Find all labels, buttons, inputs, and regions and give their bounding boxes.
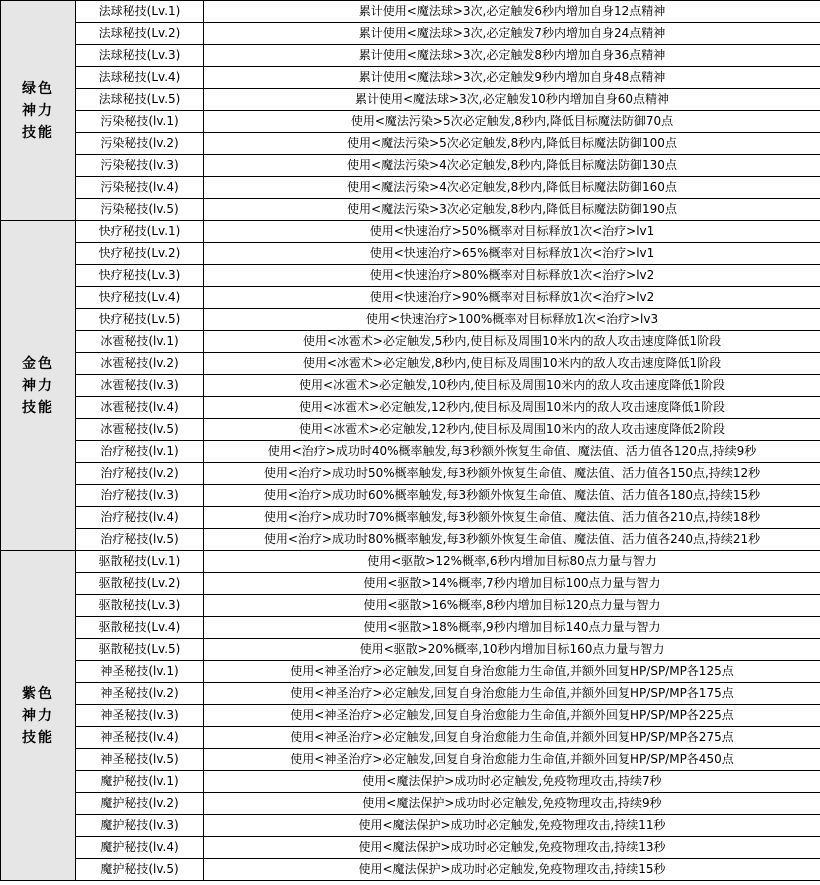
skill-description: 使用<冰雹术>必定触发,5秒内,使目标及周围10米内的敌人攻击速度降低1阶段 <box>204 331 820 353</box>
skill-name: 魔护秘技(lv.4) <box>76 837 204 859</box>
skill-name: 神圣秘技(lv.4) <box>76 727 204 749</box>
table-row <box>1 199 820 221</box>
skill-name: 魔护秘技(lv.3) <box>76 815 204 837</box>
skill-name: 冰雹秘技(lv.2) <box>76 353 204 375</box>
table-row <box>1 705 820 727</box>
skill-description: 使用<魔法保护>成功时必定触发,免疫物理攻击,持续11秒 <box>204 815 820 837</box>
table-row <box>1 353 820 375</box>
skill-description: 使用<冰雹术>必定触发,12秒内,使目标及周围10米内的敌人攻击速度降低1阶段 <box>204 397 820 419</box>
skill-description: 使用<驱散>14%概率,7秒内增加目标100点力量与智力 <box>204 573 820 595</box>
skill-description: 使用<魔法污染>5次必定触发,8秒内,降低目标魔法防御100点 <box>204 133 820 155</box>
table-row <box>1 815 820 837</box>
skill-description: 使用<神圣治疗>必定触发,回复自身治愈能力生命值,并额外回复HP/SP/MP各175点 <box>204 683 820 705</box>
skill-description: 使用<治疗>成功时70%概率触发,每3秒额外恢复生命值、魔法值、活力值各210点,持续18秒 <box>204 507 820 529</box>
table-row <box>1 485 820 507</box>
group-label <box>1 551 76 881</box>
skill-name: 法球秘技(Lv.2) <box>76 23 204 45</box>
skill-description: 使用<魔法污染>3次必定触发,8秒内,降低目标魔法防御190点 <box>204 199 820 221</box>
group-label-text: 绿色神力技能 <box>22 80 54 141</box>
skill-description: 累计使用<魔法球>3次,必定触发8秒内增加自身36点精神 <box>204 45 820 67</box>
skill-description: 累计使用<魔法球>3次,必定触发7秒内增加自身24点精神 <box>204 23 820 45</box>
skill-description: 使用<驱散>12%概率,6秒内增加目标80点力量与智力 <box>204 551 820 573</box>
table-row <box>1 617 820 639</box>
table-row <box>1 573 820 595</box>
group-label <box>1 1 76 221</box>
skill-name: 污染秘技(lv.5) <box>76 199 204 221</box>
skill-name: 快疗秘技(Lv.5) <box>76 309 204 331</box>
skill-description: 使用<驱散>18%概率,9秒内增加目标140点力量与智力 <box>204 617 820 639</box>
skill-description: 使用<神圣治疗>必定触发,回复自身治愈能力生命值,并额外回复HP/SP/MP各225点 <box>204 705 820 727</box>
skill-name: 污染秘技(lv.1) <box>76 111 204 133</box>
table-row <box>1 595 820 617</box>
skill-name: 驱散秘技(Lv.4) <box>76 617 204 639</box>
skill-name: 治疗秘技(lv.5) <box>76 529 204 551</box>
skill-name: 神圣秘技(lv.5) <box>76 749 204 771</box>
skill-description: 使用<魔法污染>4次必定触发,8秒内,降低目标魔法防御130点 <box>204 155 820 177</box>
table-row <box>1 309 820 331</box>
skill-name: 驱散秘技(Lv.1) <box>76 551 204 573</box>
skill-description: 使用<快速治疗>100%概率对目标释放1次<治疗>lv3 <box>204 309 820 331</box>
skill-description: 使用<冰雹术>必定触发,8秒内,使目标及周围10米内的敌人攻击速度降低1阶段 <box>204 353 820 375</box>
skill-description: 使用<驱散>16%概率,8秒内增加目标120点力量与智力 <box>204 595 820 617</box>
skill-description: 使用<神圣治疗>必定触发,回复自身治愈能力生命值,并额外回复HP/SP/MP各450点 <box>204 749 820 771</box>
table-row <box>1 727 820 749</box>
table-row <box>1 23 820 45</box>
skill-name: 魔护秘技(lv.2) <box>76 793 204 815</box>
skill-description: 使用<冰雹术>必定触发,12秒内,使目标及周围10米内的敌人攻击速度降低2阶段 <box>204 419 820 441</box>
table-row <box>1 155 820 177</box>
table-row <box>1 89 820 111</box>
skill-description: 使用<魔法保护>成功时必定触发,免疫物理攻击,持续7秒 <box>204 771 820 793</box>
skill-name: 快疗秘技(Lv.1) <box>76 221 204 243</box>
group-label <box>1 221 76 551</box>
table-row <box>1 419 820 441</box>
table-row <box>1 1 820 23</box>
group-label-text: 金色神力技能 <box>22 355 54 416</box>
skill-description: 使用<魔法保护>成功时必定触发,免疫物理攻击,持续9秒 <box>204 793 820 815</box>
table-row <box>1 463 820 485</box>
table-row <box>1 375 820 397</box>
skill-name: 魔护秘技(lv.1) <box>76 771 204 793</box>
skill-name: 法球秘技(Lv.4) <box>76 67 204 89</box>
table-row <box>1 793 820 815</box>
skill-name: 驱散秘技(Lv.2) <box>76 573 204 595</box>
table-row <box>1 529 820 551</box>
table-row <box>1 661 820 683</box>
skill-name: 快疗秘技(Lv.2) <box>76 243 204 265</box>
skill-name: 快疗秘技(Lv.3) <box>76 265 204 287</box>
table-row <box>1 111 820 133</box>
skill-description: 使用<快速治疗>65%概率对目标释放1次<治疗>lv1 <box>204 243 820 265</box>
skill-name: 治疗秘技(lv.1) <box>76 441 204 463</box>
skill-description: 使用<驱散>20%概率,10秒内增加目标160点力量与智力 <box>204 639 820 661</box>
skill-name: 神圣秘技(lv.1) <box>76 661 204 683</box>
skill-description: 使用<神圣治疗>必定触发,回复自身治愈能力生命值,并额外回复HP/SP/MP各125点 <box>204 661 820 683</box>
table-row <box>1 177 820 199</box>
skill-name: 快疗秘技(Lv.4) <box>76 287 204 309</box>
skill-name: 法球秘技(Lv.5) <box>76 89 204 111</box>
skill-description: 使用<治疗>成功时60%概率触发,每3秒额外恢复生命值、魔法值、活力值各180点,持续15秒 <box>204 485 820 507</box>
skill-name: 治疗秘技(lv.3) <box>76 485 204 507</box>
skill-name: 驱散秘技(Lv.5) <box>76 639 204 661</box>
table-row <box>1 683 820 705</box>
table-row <box>1 397 820 419</box>
skill-table-body <box>1 1 820 881</box>
group-label-text: 紫色神力技能 <box>22 685 54 746</box>
skill-description: 使用<魔法污染>4次必定触发,8秒内,降低目标魔法防御160点 <box>204 177 820 199</box>
skill-description: 使用<神圣治疗>必定触发,回复自身治愈能力生命值,并额外回复HP/SP/MP各275点 <box>204 727 820 749</box>
skill-name: 冰雹秘技(lv.1) <box>76 331 204 353</box>
table-row <box>1 243 820 265</box>
skill-name: 治疗秘技(lv.4) <box>76 507 204 529</box>
skill-description: 使用<魔法保护>成功时必定触发,免疫物理攻击,持续15秒 <box>204 859 820 881</box>
skill-description: 累计使用<魔法球>3次,必定触发10秒内增加自身60点精神 <box>204 89 820 111</box>
skill-name: 法球秘技(Lv.1) <box>76 1 204 23</box>
table-row <box>1 507 820 529</box>
table-row <box>1 749 820 771</box>
skill-description: 使用<冰雹术>必定触发,10秒内,使目标及周围10米内的敌人攻击速度降低1阶段 <box>204 375 820 397</box>
skill-name: 魔护秘技(lv.5) <box>76 859 204 881</box>
skill-name: 神圣秘技(lv.3) <box>76 705 204 727</box>
skill-name: 治疗秘技(lv.2) <box>76 463 204 485</box>
skill-description: 使用<治疗>成功时40%概率触发,每3秒额外恢复生命值、魔法值、活力值各120点,持续9秒 <box>204 441 820 463</box>
skill-name: 冰雹秘技(lv.5) <box>76 419 204 441</box>
skill-name: 驱散秘技(Lv.3) <box>76 595 204 617</box>
skill-description: 累计使用<魔法球>3次,必定触发6秒内增加自身12点精神 <box>204 1 820 23</box>
table-row <box>1 287 820 309</box>
skill-description: 使用<魔法保护>成功时必定触发,免疫物理攻击,持续13秒 <box>204 837 820 859</box>
table-row <box>1 837 820 859</box>
skill-description: 使用<魔法污染>5次必定触发,8秒内,降低目标魔法防御70点 <box>204 111 820 133</box>
skill-name: 冰雹秘技(lv.3) <box>76 375 204 397</box>
table-row <box>1 639 820 661</box>
table-row <box>1 859 820 881</box>
skill-description: 使用<快速治疗>80%概率对目标释放1次<治疗>lv2 <box>204 265 820 287</box>
table-row <box>1 551 820 573</box>
skill-name: 神圣秘技(lv.2) <box>76 683 204 705</box>
skill-name: 污染秘技(lv.3) <box>76 155 204 177</box>
skill-name: 污染秘技(lv.2) <box>76 133 204 155</box>
table-row <box>1 221 820 243</box>
skill-description: 使用<治疗>成功时50%概率触发,每3秒额外恢复生命值、魔法值、活力值各150点,持续12秒 <box>204 463 820 485</box>
skill-description: 使用<治疗>成功时80%概率触发,每3秒额外恢复生命值、魔法值、活力值各240点,持续21秒 <box>204 529 820 551</box>
table-row <box>1 441 820 463</box>
table-row <box>1 331 820 353</box>
skill-name: 污染秘技(lv.4) <box>76 177 204 199</box>
skill-name: 冰雹秘技(lv.4) <box>76 397 204 419</box>
table-row <box>1 67 820 89</box>
skill-description: 使用<快速治疗>50%概率对目标释放1次<治疗>lv1 <box>204 221 820 243</box>
table-row <box>1 45 820 67</box>
skill-description: 累计使用<魔法球>3次,必定触发9秒内增加自身48点精神 <box>204 67 820 89</box>
skill-name: 法球秘技(Lv.3) <box>76 45 204 67</box>
table-row <box>1 265 820 287</box>
skill-description: 使用<快速治疗>90%概率对目标释放1次<治疗>lv2 <box>204 287 820 309</box>
table-row <box>1 771 820 793</box>
table-row <box>1 133 820 155</box>
